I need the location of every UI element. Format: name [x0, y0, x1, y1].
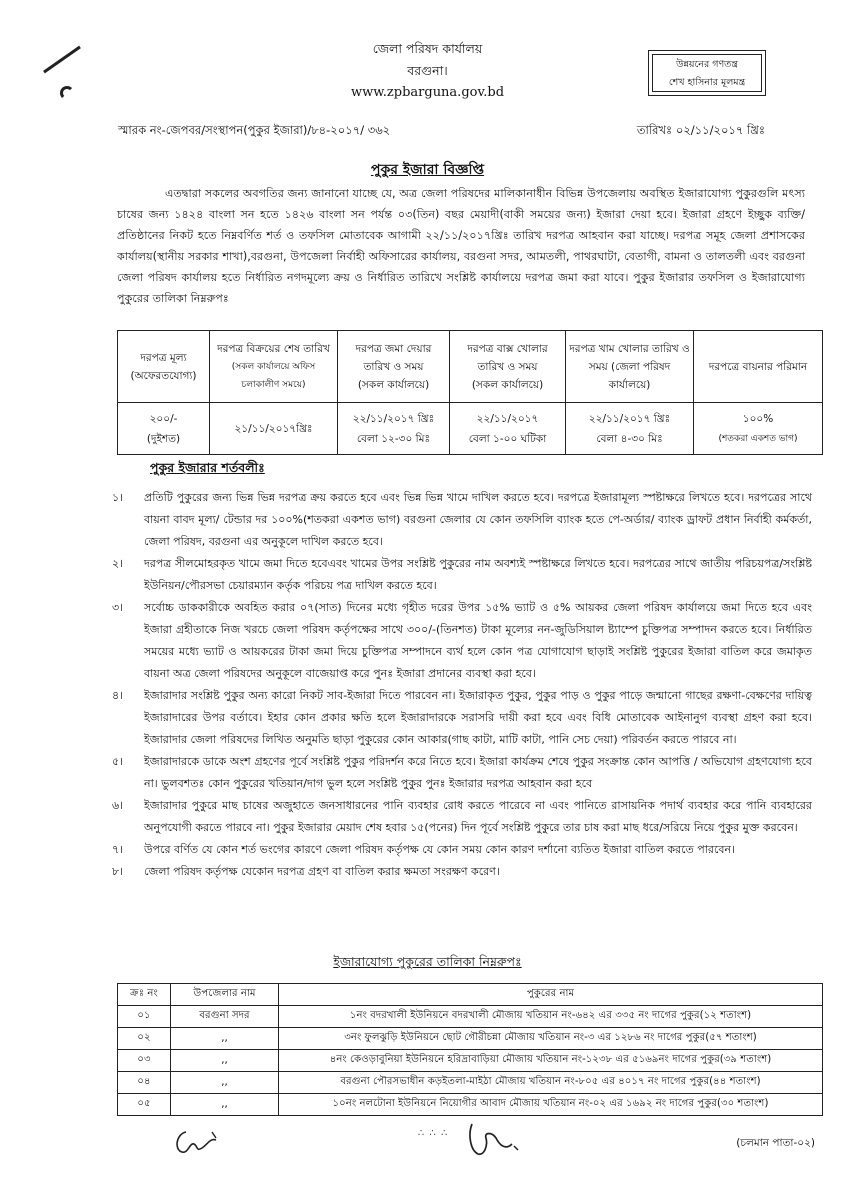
pond-list-title: ইজারাযোগ্য পুকুরের তালিকা নিম্নরুপঃ: [333, 954, 522, 969]
upazila-cell: ,,: [171, 1094, 279, 1116]
condition-item: ২। দরপত্র সীলমোহরকৃত খামে জমা দিতে হবেএবং খামের উপর সংশ্লিষ্ট পুকুরের নাম অবশ্যই স্পষ্টাক্ষরে লিখতে হবে। দরপত্রের সাথে জাতীয় পরিচয়পত্র/সংশ্লিষ্ট ইউনিয়ন/পৌরসভা চেয়ারম্যান কর্তৃক পরিচয় পত্র দাখিল করতে হবে।: [112, 557, 812, 592]
pond-name-cell: ১০নং নলটোনা ইউনিয়নে নিয়োগীর আবাদ মৌজায় খতিয়ান নং-০২ এর ১৬৯২ নং দাগের পুকুর(৩০ শতাংশ): [279, 1094, 823, 1116]
serial-cell: ০১: [118, 1006, 171, 1028]
notice-title: পুকুর ইজারা বিজ্ঞপ্তি: [370, 162, 485, 178]
serial-cell: ০৪: [118, 1072, 171, 1094]
header-cell: দরপত্র বিক্রয়ের শেষ তারিখ (সকল কার্যালয়ে অফিস চলাকালীণ সময়ে): [210, 331, 338, 403]
table-row: [118, 1072, 823, 1094]
condition-item: ৫। ইজারাদারকে ডাকে অংশ গ্রহণের পূর্বে সংশ্লিষ্ট পুকুর পরিদর্শন করে নিতে হবে। ইজারা কার্যক্রম শেষে পুকুর সংক্রান্ত কোন আপত্তি / অভিযোগ গ্রহণযোগ্য হবে না। ভুলবশতঃ কোন পুকুরের খতিয়ান/দাগ ভুল হলে সংশ্লিষ্ট পুকুর পুনঃ ইজারার দরপত্র আহবান করা হবে: [112, 755, 812, 790]
pond-table-header-row: [118, 984, 823, 1006]
value-cell: ২২/১১/২০১৭ খ্রিঃ বেলা ৪-৩০ মিঃ: [566, 403, 694, 455]
serial-cell: ০৩: [118, 1050, 171, 1072]
tender-schedule-table: [117, 330, 823, 455]
header-cell: দরপত্র বাক্স খোলার তারিখ ও সময় (সকল কার্যালয়ে): [450, 331, 566, 403]
pond-list-title-wrap: [0, 951, 855, 974]
office-name: জেলা পরিষদ কার্যালয়: [372, 41, 483, 56]
value-cell: ২১/১১/২০১৭খ্রিঃ: [210, 403, 338, 455]
center-mark: ∴ ∴ ∴: [418, 1128, 449, 1139]
notice-date: তারিখঃ ০২/১১/২০১৭ খ্রিঃ: [636, 123, 765, 137]
continued-page-note: (চলমান পাতা-০২): [736, 1137, 815, 1149]
condition-item: ৭। উপরে বর্ণিত যে কোন শর্ত ভংগের কারণে জেলা পরিষদ কর্তৃপক্ষ যে কোন সময় কোন কারণ দর্শানো ব্যতিত ইজারা বাতিল করতে পারবেন।: [112, 843, 735, 856]
tender-schedule-header-row: [118, 331, 823, 403]
value-cell: ১০০% (শতকরা একশত ভাগ): [694, 403, 823, 455]
office-district: বরগুনা।: [407, 63, 448, 78]
conditions-list: [112, 487, 812, 883]
table-row: [118, 1028, 823, 1050]
header-cell: উপজেলার নাম: [171, 984, 279, 1006]
table-row: [118, 1006, 823, 1028]
header-cell: দরপত্র মূল্য (অফেরতযোগ্য): [118, 331, 210, 403]
pond-name-cell: ১নং বদরখালী ইউনিয়নে বদরখালী মৌজায় খতিয়ান নং-৬৪২ এর ৩৩৫ নং দাগের পুকুর(১২ শতাংশ): [279, 1006, 823, 1028]
table-row: [118, 1094, 823, 1116]
value-cell: ২০০/- (দুইশত): [118, 403, 210, 455]
upazila-cell: ,,: [171, 1050, 279, 1072]
upazila-cell: ,,: [171, 1028, 279, 1050]
condition-item: ১। প্রতিটি পুকুরের জন্য ভিন্ন ভিন্ন দরপত্র ক্রয় করতে হবে এবং ভিন্ন ভিন্ন খামে দাখিল করতে হবে। দরপত্রে ইজারামূল্য স্পষ্টাক্ষরে লিখতে হবে। দরপত্রের সাথে বায়না বাবদ মূল্য/ টেন্ডার দর ১০০%(শতকরা একশত ভাগ) বরগুনা জেলার যে কোন তফসিলি ব্যাংক হতে পে-অর্ডার/ ব্যাংক ড্রাফট প্রধান নির্বাহী কর্মকর্তা, জেলা পরিষদ, বরগুনা এর অনুকূলে দাখিল করতে হবে।: [112, 491, 812, 548]
header-cell: দরপত্র খাম খোলার তারিখ ও সময় (জেলা পরিষদ কার্যালয়ে): [566, 331, 694, 403]
conditions-title: পুকুর ইজারার শর্তবলীঃ: [150, 460, 265, 475]
header-cell: দরপত্রে বায়নার পরিমান: [694, 331, 823, 403]
signature-left: [172, 1124, 226, 1160]
serial-cell: ০২: [118, 1028, 171, 1050]
table-row: [118, 1050, 823, 1072]
intro-paragraph: এতদ্বারা সকলের অবগতির জন্য জানানো যাচ্ছে যে, অত্র জেলা পরিষদের মালিকানাধীন বিভিন্ন উপজেলায় অবস্থিত ইজারাযোগ্য পুকুরগুলি মৎস্য চাষের জন্য ১৪২৪ বাংলা সন হতে ১৪২৬ বাংলা সন পর্যন্ত ০৩(তিন) বছর মেয়াদী(বাকী সময়ের জন্য) ইজারা দেয়া হবে। ইজারা গ্রহণে ইচ্ছুক ব্যক্তি/প্রতিষ্ঠানের নিকট হতে নিম্নবর্ণিত শর্ত ও তফসিল মোতাবেক আগামী ২২/১১/২০১৭খ্রিঃ তারিখ দরপত্র আহবান করা যাচ্ছে। দরপত্র সমূহ জেলা প্রশাসকের কার্যালয়(স্থানীয় সরকার শাখা),বরগুনা, উপজেলা নির্বাহী অফিসারের কার্যালয়, বরগুনা সদর, আমতলী, পাথরঘাটা, বেতাগী, বামনা ও তালতলী এবং বরগুনা জেলা পরিষদ কার্যালয় হতে নির্ধারিত নগদমূল্যে ক্রয় ও নির্ধারিত তারিখে সংশ্লিষ্ট কার্যালয়ে দরপত্র জমা করা যাবে। পুকুর ইজারার তফসিল ও ইজারাযোগ্য পুকুরের তালিকা নিম্নরুপঃ: [117, 187, 805, 305]
motto-line-2: শেখ হাসিনার মূলমন্ত্র: [668, 77, 746, 88]
pond-name-cell: ৪নং কেওড়াবুনিয়া ইউনিয়নে হরিদ্রাবাড়িয়া মৌজায় খতিয়ান নং-১২৩৮ এর ৫১৬৯নং দাগের পুকুর(৩৯ শতাংশ): [279, 1050, 823, 1072]
condition-item: ৮। জেলা পরিষদ কর্তৃপক্ষ যেকোন দরপত্র গ্রহণ বা বাতিল করার ক্ষমতা সংরক্ষণ করেণ।: [112, 865, 500, 878]
pond-name-cell: বরগুনা পৌরসভাধীন কড়ইতলা-মাইঠা মৌজায় খতিয়ান নং-৮০৫ এর ৪০১৭ নং দাগের পুকুর(৪৪ শতাংশ): [279, 1072, 823, 1094]
value-cell: ২২/১১/২০১৭ খ্রিঃ বেলা ১২-৩০ মিঃ: [338, 403, 450, 455]
motto-box: [648, 50, 766, 96]
serial-cell: ০৫: [118, 1094, 171, 1116]
value-cell: ২২/১১/২০১৭ বেলা ১-০০ ঘটিকা: [450, 403, 566, 455]
pond-name-cell: ৩নং ফুলঝুড়ি ইউনিয়নে ছোট গৌরীচন্না মৌজায় খতিয়ান নং-৩ এর ১২৮৬ নং দাগের পুকুর(৫৭ শতাংশ): [279, 1028, 823, 1050]
condition-item: ৪। ইজারাদার সংশ্লিষ্ট পুকুর অন্য কারো নিকট সাব-ইজারা দিতে পারবেন না। ইজারাকৃত পুকুর, পুকুর পাড় ও পুকুর পাড়ে জন্মানো গাছের রক্ষণা-বেক্ষণের দায়িত্ব ইজারাদারের উপর বর্তাবে। ইহার কোন প্রকার ক্ষতি হলে ইজারাদারকে সরাসরি দায়ী করা হবে এবং বিধি মোতাবেক আইনানুগ ব্যবস্থা গ্রহণ করা হবে। ইজারাদার জেলা পরিষদের লিখিত অনুমতি ছাড়া পুকুরের কোন আকার(গাছ কাটা, মাটি কাটা, পানি সেচ দেয়া) পরিবর্তন করতে পারবে না।: [112, 689, 812, 746]
header-cell: দরপত্র জমা দেয়ার তারিখ ও সময় (সকল কার্যালয়ে): [338, 331, 450, 403]
upazila-cell: বরগুনা সদর: [171, 1006, 279, 1028]
upazila-cell: ,,: [171, 1072, 279, 1094]
motto-line-1: উন্নয়নের গণতন্ত্র: [676, 59, 738, 70]
memo-number: স্মারক নং-জেপবর/সংস্থাপন(পুকুর ইজারা)/৮৪-২০১৭/ ৩৬২: [118, 123, 391, 137]
signature-right: [462, 1120, 526, 1160]
notice-title-wrap: [0, 158, 855, 182]
condition-item: ৩। সর্বোচ্চ ডাককারীকে অবহিত করার ০৭(সাত) দিনের মধ্যে গৃহীত দরের উপর ১৫% ভ্যাট ও ৫% আয়কর জেলা পরিষদ কার্যালয়ে জমা দিতে হবে এবং ইজারা গ্রহীতাকে নিজ খরচে জেলা পরিষদ কর্তৃপক্ষের সাথে ৩০০/-(তিনশত) টাকা মূল্যের নন-জুডিসিয়াল ষ্ট্যাম্পে চুক্তিপত্র সম্পাদন করতে হবে। নির্ধারিত সময়ের মধ্যে ভ্যাট ও আয়করের টাকা জমা দিয়ে চুক্তিপত্র সম্পাদনে ব্যর্থ হলে কোন পত্র যোগাযোগ ছাড়াই সংশ্লিষ্ট পুকুরের ইজারা বাতিল করে জমাকৃত বায়না অত্র জেলা পরিষদের অনুকূলে বাজেয়াপ্ত করে পুনঃ ইজারা প্রদানের ব্যবস্থা করা হবে।: [112, 601, 812, 680]
condition-item: ৬। ইজারাদার পুকুরে মাছ চাষের অজুহাতে জনসাধারনের পানি ব্যবহার রোধ করতে পারেবে না এবং পানিতে রাসায়নিক পদার্থ ব্যবহার করে পানি ব্যবহারের অনুপযোগী করতে পারবে না। পুকুর ইজারার মেয়াদ শেষ হবার ১৫(পনের) দিন পূর্বে সংশ্লিষ্ট পুকুরে তার চাষ করা মাছ ধরে/সরিয়ে নিয়ে পুকুর মুক্ত করবেন।: [112, 799, 812, 834]
pond-list-table: [117, 983, 823, 1116]
header-cell: পুকুরের নাম: [279, 984, 823, 1006]
header-cell: ক্রঃ নং: [118, 984, 171, 1006]
tender-schedule-value-row: [118, 403, 823, 455]
office-website: www.zpbarguna.gov.bd: [350, 85, 505, 100]
